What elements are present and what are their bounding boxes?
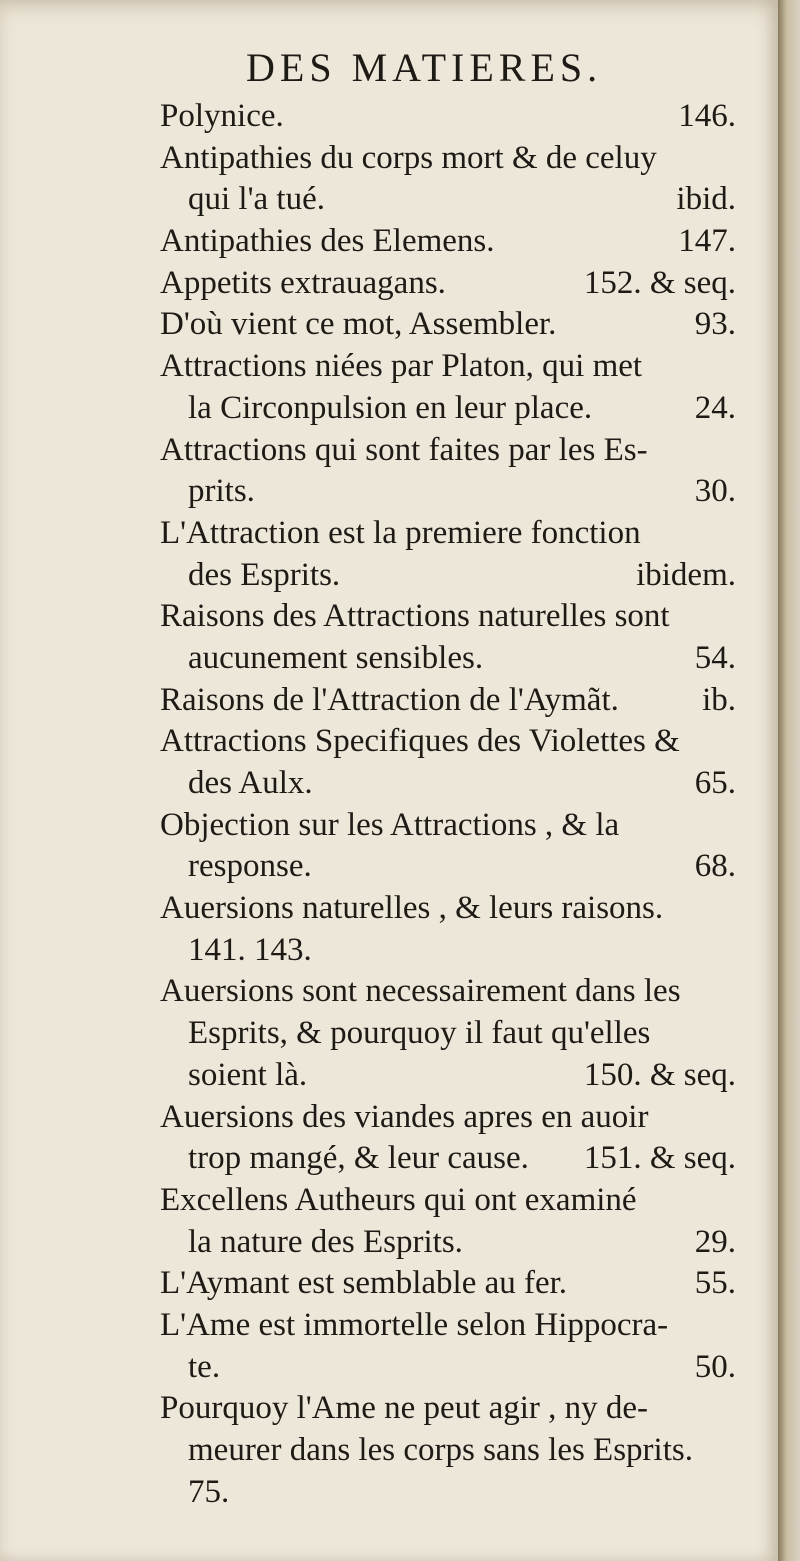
entry-text: Objection sur les Attractions , & la [160, 806, 620, 843]
entry-text: L'Aymant est semblable au fer. [160, 1265, 568, 1302]
entry-text: 75. [188, 1473, 230, 1510]
index-entry-line [160, 1138, 736, 1180]
index-entry-line [160, 471, 736, 513]
page-reference: 30. [694, 473, 736, 510]
entry-text: Polynice. [160, 98, 284, 134]
entry-text: Auersions sont necessairement dans les [160, 973, 681, 1010]
index-entry-line [160, 721, 736, 763]
entry-text: L'Ame est immortelle selon Hippocra- [160, 1306, 669, 1343]
page-reference: 68. [694, 848, 736, 885]
index-entry-line [160, 221, 736, 263]
page-reference: 147. [678, 223, 736, 260]
page-reference: ibid. [676, 181, 736, 218]
index-entry-line [160, 1013, 736, 1055]
index-entry-line [160, 596, 736, 638]
entry-text: Attractions niées par Platon, qui met [160, 348, 643, 385]
index-entry-line [160, 263, 736, 305]
index-entry-line [160, 971, 736, 1013]
page-reference: ib. [702, 681, 736, 718]
entry-text: response. [188, 848, 312, 885]
page-header: DES MATIERES. [246, 45, 603, 90]
entry-text: Esprits, & pourquoy il faut qu'elles [188, 1015, 651, 1052]
entry-text: Attractions Specifiques des Violettes & [160, 723, 680, 760]
page-reference: 50. [694, 1348, 736, 1385]
index-entry-line [160, 388, 736, 430]
index-entry-line [160, 555, 736, 597]
index-entry-line [160, 846, 736, 888]
index-entry-line [160, 1180, 736, 1222]
page-edge [778, 0, 800, 1561]
index-entry-line [160, 1097, 736, 1139]
index-entry-line [160, 1055, 736, 1097]
index-entry-line [160, 888, 736, 930]
page-reference: 150. & seq. [583, 1056, 736, 1093]
index-entry-line [160, 1472, 736, 1514]
page-reference: 29. [694, 1223, 736, 1260]
page-reference: 24. [694, 389, 736, 426]
page-reference: 55. [694, 1265, 736, 1302]
entry-text: Pourquoy l'Ame ne peut agir , ny de- [160, 1390, 649, 1427]
entry-text: des Aulx. [188, 765, 313, 801]
index-entry-line [160, 96, 736, 138]
page-reference: 151. & seq. [583, 1140, 736, 1177]
entry-text: la Circonpulsion en leur place. [188, 389, 593, 426]
entry-text: Raisons de l'Attraction de l'Aymãt. [160, 681, 619, 718]
entry-text: Excellens Autheurs qui ont examiné [160, 1181, 637, 1218]
entry-text: D'où vient ce mot, Assembler. [160, 306, 557, 343]
index-entry-line [160, 805, 736, 847]
entry-text: Auersions naturelles , & leurs raisons. [160, 890, 664, 927]
index-entry-line [160, 763, 736, 805]
page-reference: 146. [678, 98, 736, 134]
index-entry-line [160, 1305, 736, 1347]
index-entry-line [160, 304, 736, 346]
entry-text: aucunement sensibles. [188, 639, 484, 676]
entry-text: te. [188, 1348, 221, 1385]
index-entry-line [160, 138, 736, 180]
index-entry-line [160, 1347, 736, 1389]
entry-text: prits. [188, 473, 255, 510]
entry-text: trop mangé, & leur cause. [188, 1140, 529, 1177]
entry-text: L'Attraction est la premiere fonction [160, 514, 641, 551]
index-entry-line [160, 346, 736, 388]
index-entry-line [160, 1430, 736, 1472]
index-entry-line [160, 1222, 736, 1264]
index-entry-line [160, 680, 736, 722]
entry-text: Auersions des viandes apres en auoir [160, 1098, 649, 1135]
entry-text: 141. 143. [188, 931, 312, 968]
index-entry-line [160, 930, 736, 972]
entry-text: soient là. [188, 1056, 308, 1093]
entry-text: Appetits extrauagans. [160, 264, 446, 301]
entry-text: qui l'a tué. [188, 181, 325, 218]
index-entry-line [160, 430, 736, 472]
index-entry-line [160, 1388, 736, 1430]
index-entry-line [160, 513, 736, 555]
entry-text: Antipathies des Elemens. [160, 223, 495, 260]
entry-text: des Esprits. [188, 556, 341, 593]
entry-text: Attractions qui sont faites par les Es- [160, 431, 648, 468]
page-reference: ibidem. [636, 556, 736, 593]
index-entry-line [160, 179, 736, 221]
index-list [160, 96, 736, 1513]
entry-text: Antipathies du corps mort & de celuy [160, 139, 657, 176]
entry-text: meurer dans les corps sans les Esprits. [188, 1432, 693, 1468]
index-entry-line [160, 1263, 736, 1305]
index-entry-line [160, 638, 736, 680]
page-reference: 54. [694, 639, 736, 676]
page-reference: 93. [694, 306, 736, 343]
entry-text: la nature des Esprits. [188, 1223, 463, 1260]
page-reference: 65. [694, 765, 736, 801]
entry-text: Raisons des Attractions naturelles sont [160, 598, 670, 635]
page-reference: 152. & seq. [583, 264, 736, 301]
